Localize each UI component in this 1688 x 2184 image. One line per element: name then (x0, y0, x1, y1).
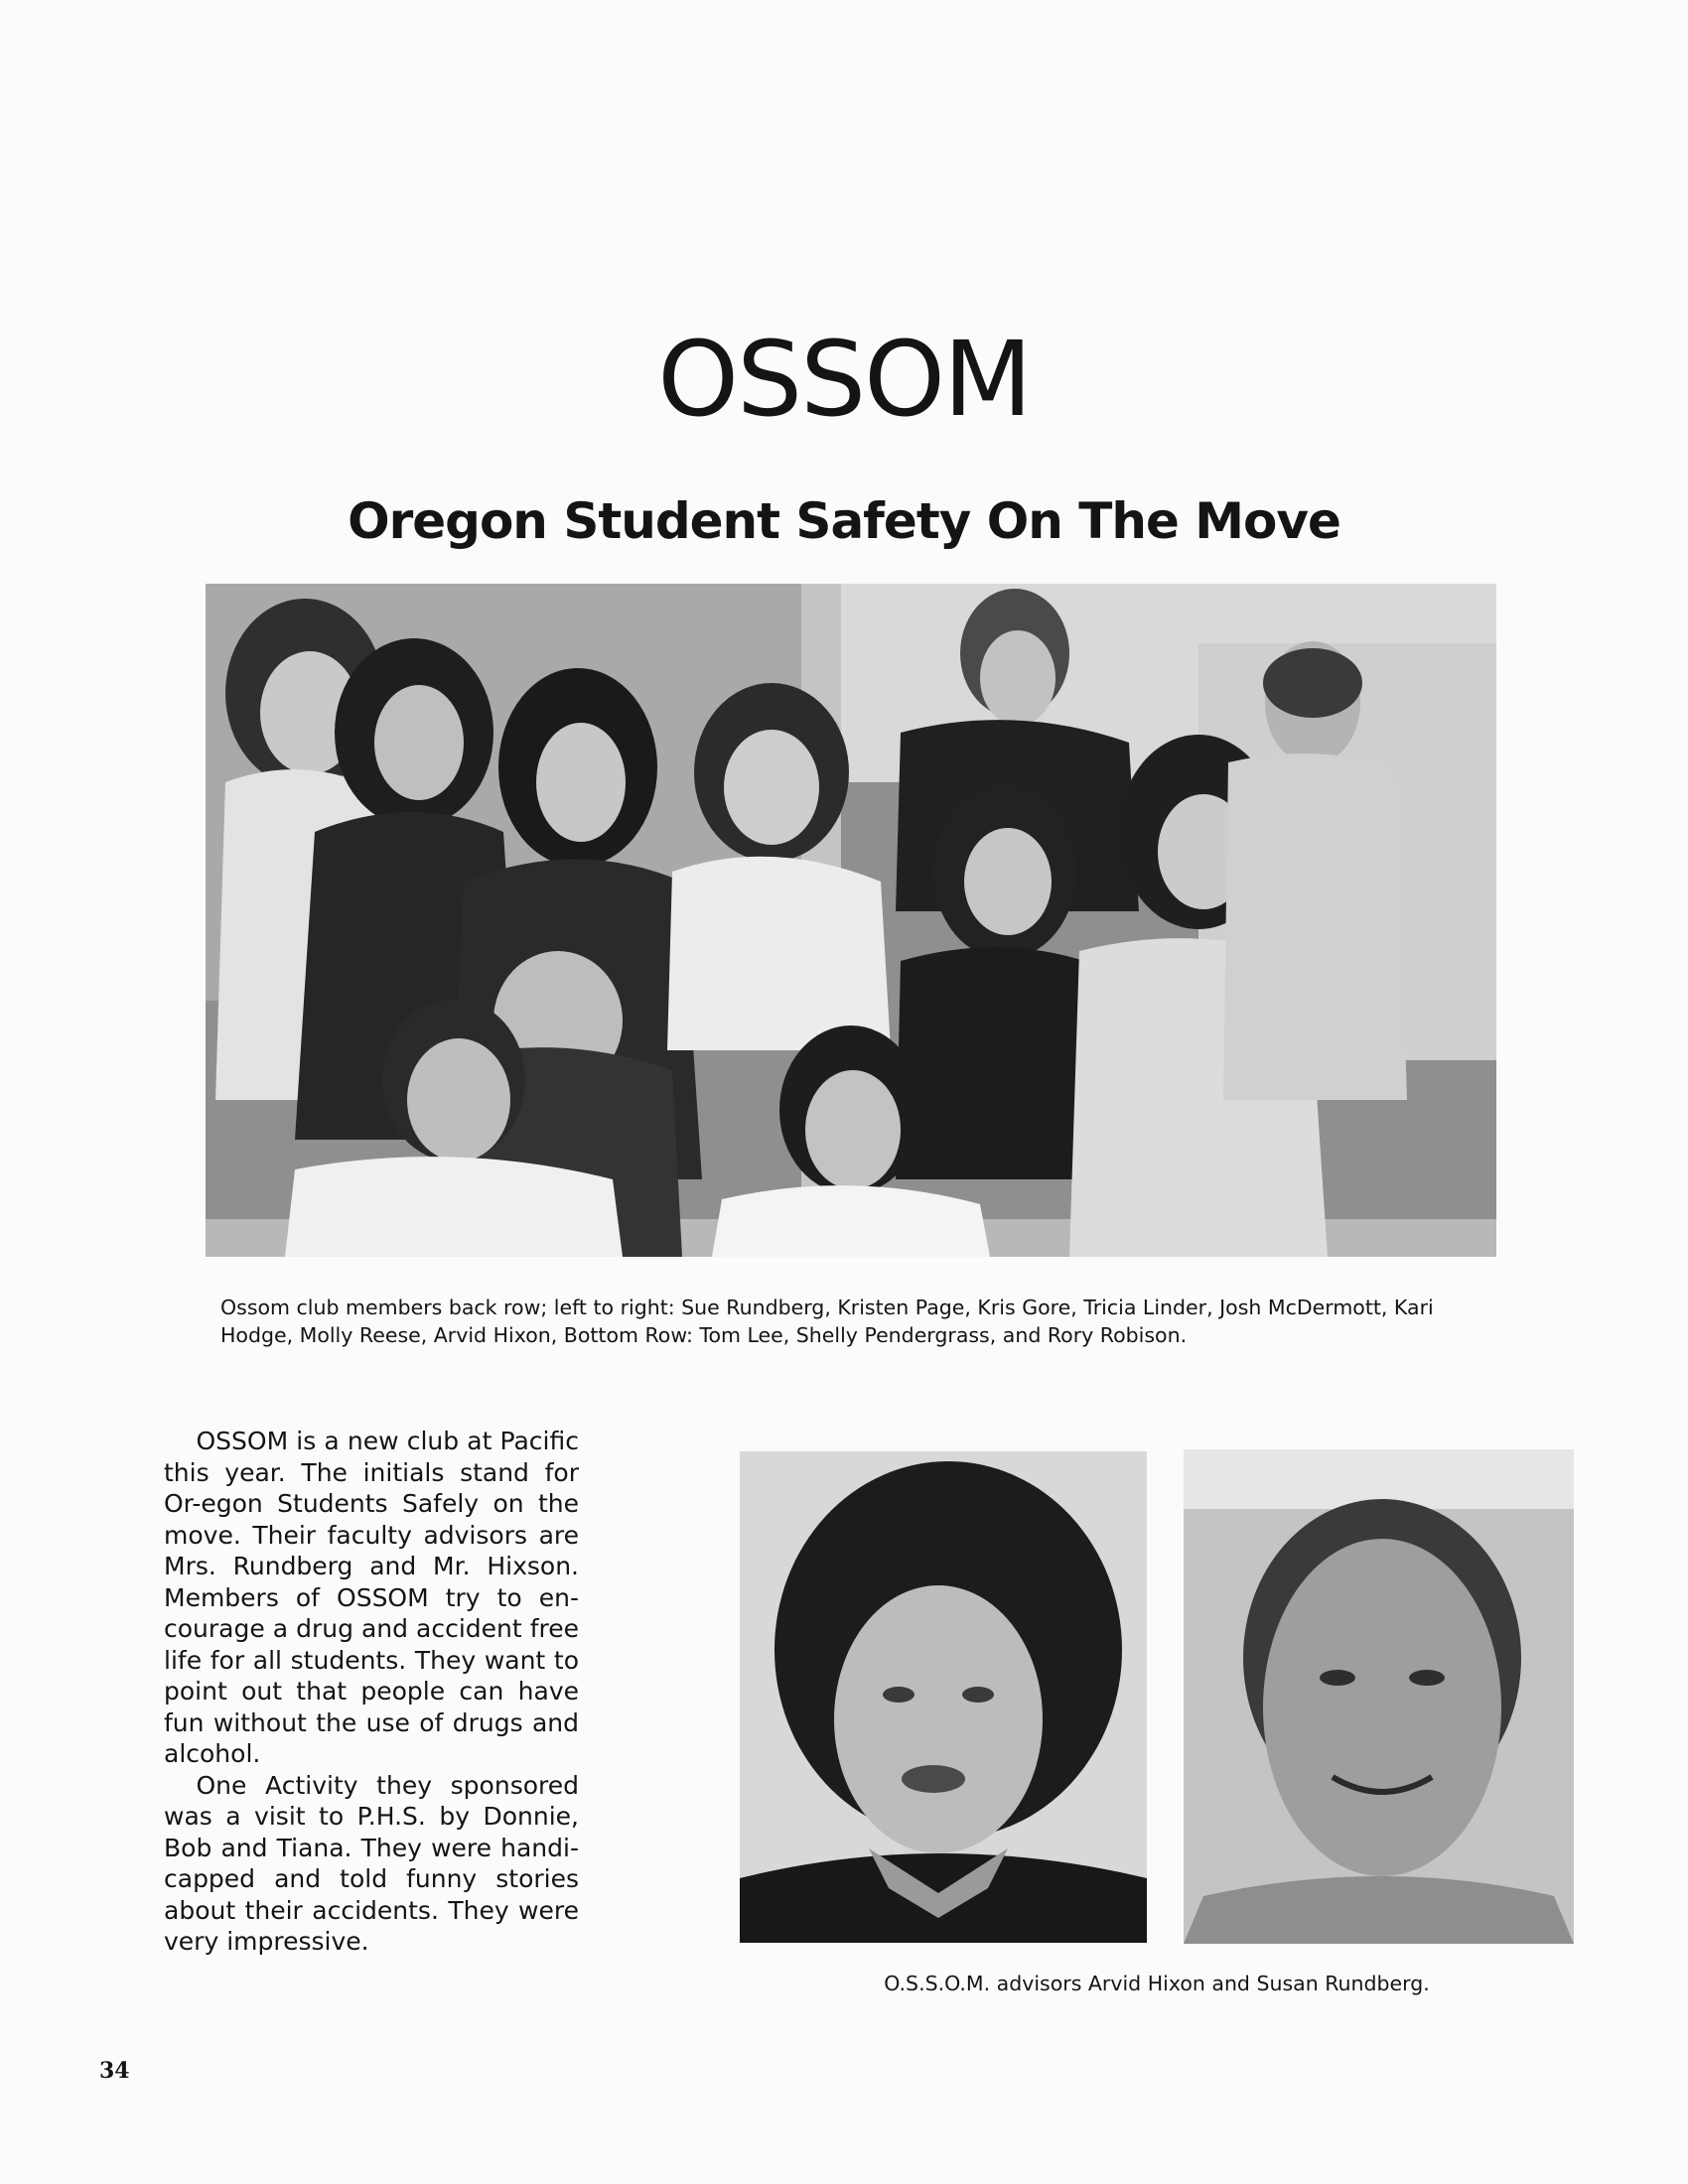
article-paragraph: One Activity they sponsored was a visit to P.H.S. by Donnie, Bob and Tiana. They were handi-capped and told funny stories about their accidents. They were very impressive. (164, 1770, 579, 1956)
article-paragraph: OSSOM is a new club at Pacific this year. The initials stand for Or-egon Students Safely on the move. Their faculty advisors are Mrs. Rundberg and Mr. Hixson. Members of OSSOM try to en-courage a drug and accident free life for all students. They want to point out that people can have fun without the use of drugs and alcohol. (164, 1427, 579, 1768)
page-subtitle: Oregon Student Safety On The Move (348, 492, 1340, 550)
advisor-photos-caption: O.S.S.O.M. advisors Arvid Hixon and Susan Rundberg. (884, 1972, 1430, 1995)
advisor-photo-hixon (1184, 1449, 1574, 1944)
article-body (164, 1426, 579, 1958)
group-photo-caption: Ossom club members back row; left to right: Sue Rundberg, Kristen Page, Kris Gore, Tricia Linder, Josh McDermott, Kari Hodge, Molly Reese, Arvid Hixon, Bottom Row: Tom Lee, Shelly Pendergrass, and Rory Robison. (220, 1296, 1434, 1347)
page-title: OSSOM (657, 319, 1031, 440)
advisor-photo-rundberg (740, 1451, 1147, 1943)
group-photo (206, 584, 1496, 1257)
page-number: 34 (99, 2058, 130, 2084)
